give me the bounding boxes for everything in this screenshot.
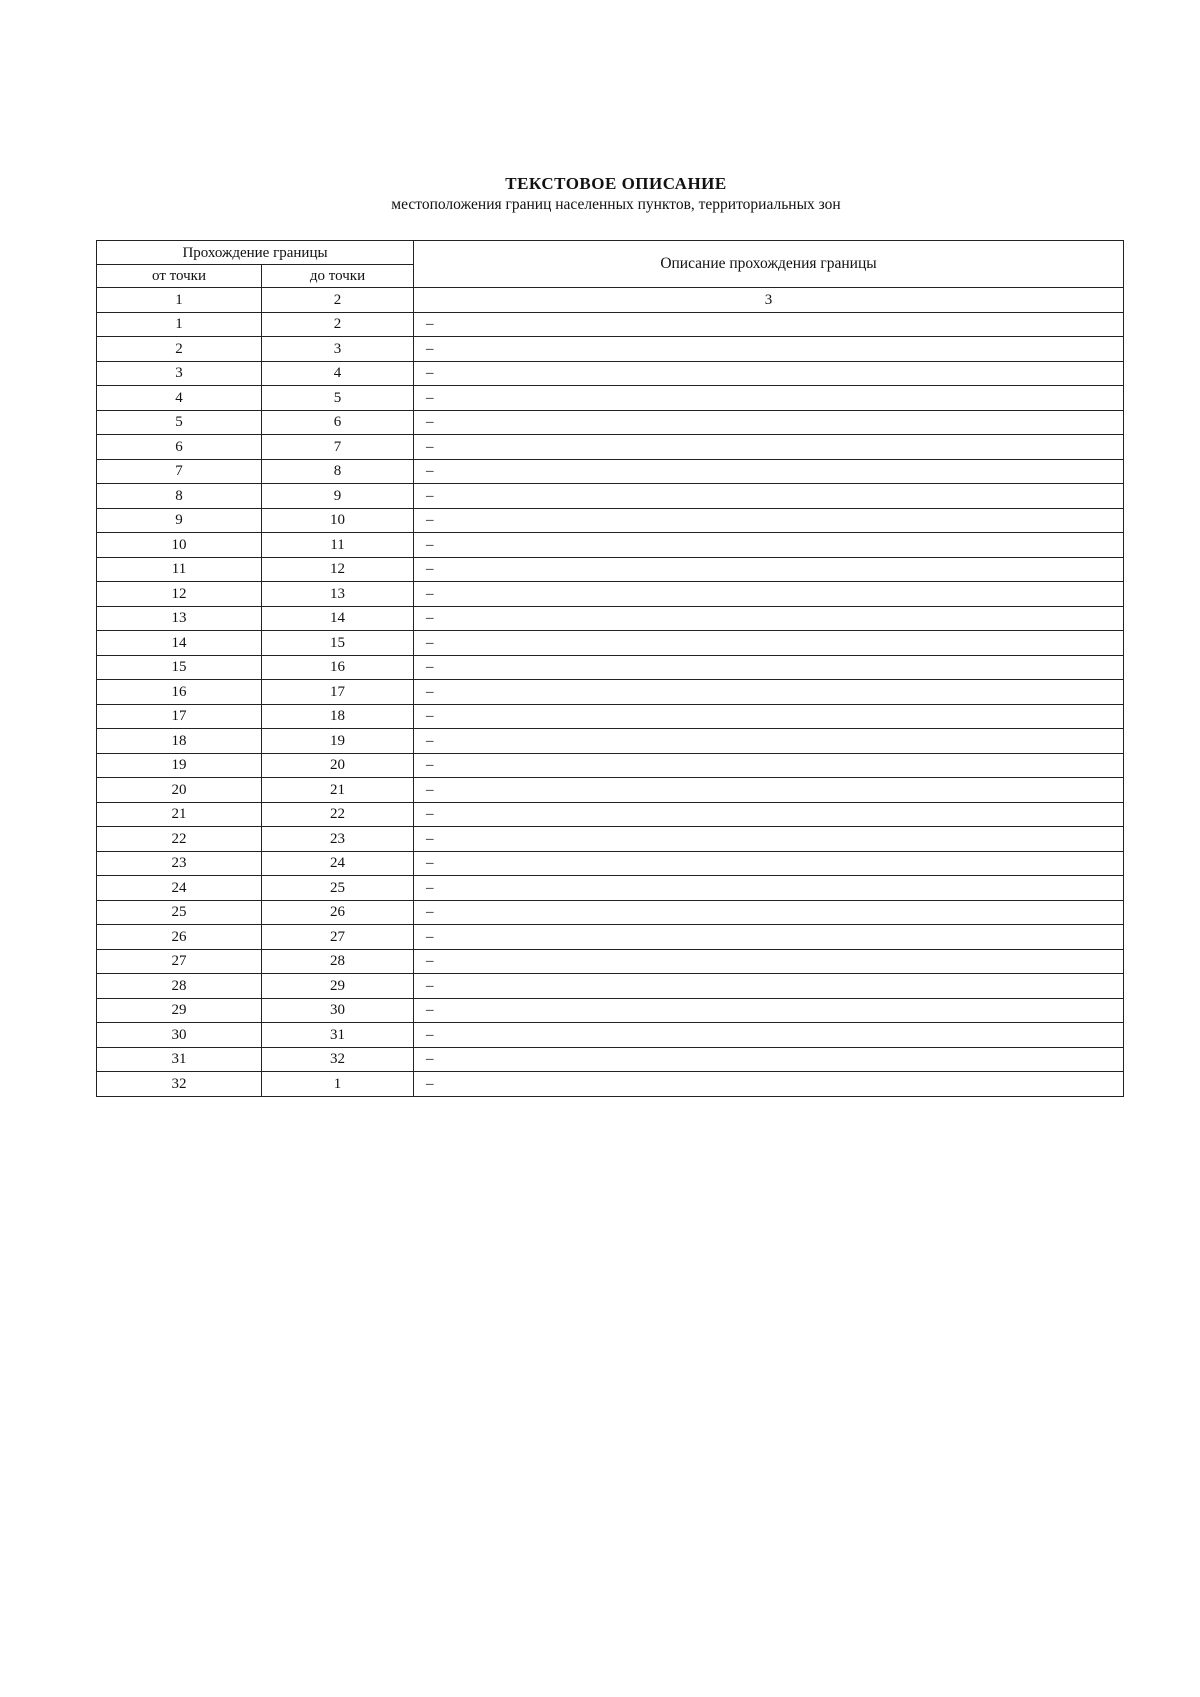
to-point-cell: 1	[262, 1072, 414, 1097]
from-point-cell: 9	[97, 508, 262, 533]
to-point-cell: 5	[262, 386, 414, 411]
table-row	[97, 459, 1124, 484]
column-number: 2	[262, 288, 414, 313]
table-row	[97, 704, 1124, 729]
to-point-cell: 27	[262, 925, 414, 950]
table-header	[97, 241, 1124, 313]
to-point-cell: 9	[262, 484, 414, 509]
table-row	[97, 361, 1124, 386]
to-point-cell: 6	[262, 410, 414, 435]
to-point-cell: 31	[262, 1023, 414, 1048]
table-row	[97, 631, 1124, 656]
column-number: 3	[414, 288, 1124, 313]
description-cell: –	[414, 998, 1124, 1023]
description-cell: –	[414, 435, 1124, 460]
to-point-cell: 22	[262, 802, 414, 827]
table-row	[97, 998, 1124, 1023]
description-cell: –	[414, 582, 1124, 607]
table-row	[97, 876, 1124, 901]
to-point-cell: 30	[262, 998, 414, 1023]
from-point-cell: 19	[97, 753, 262, 778]
description-cell: –	[414, 337, 1124, 362]
table-row	[97, 606, 1124, 631]
to-point-cell: 20	[262, 753, 414, 778]
table-row	[97, 778, 1124, 803]
table-row	[97, 484, 1124, 509]
description-cell: –	[414, 925, 1124, 950]
from-point-cell: 17	[97, 704, 262, 729]
description-cell: –	[414, 1047, 1124, 1072]
description-cell: –	[414, 778, 1124, 803]
document-title: ТЕКСТОВОЕ ОПИСАНИЕ	[505, 174, 727, 193]
from-point-cell: 11	[97, 557, 262, 582]
description-cell: –	[414, 484, 1124, 509]
from-point-cell: 13	[97, 606, 262, 631]
header-boundary-passage: Прохождение границы	[97, 241, 414, 265]
description-cell: –	[414, 729, 1124, 754]
to-point-cell: 7	[262, 435, 414, 460]
from-point-cell: 24	[97, 876, 262, 901]
from-point-cell: 26	[97, 925, 262, 950]
description-cell: –	[414, 851, 1124, 876]
table-row	[97, 533, 1124, 558]
description-cell: –	[414, 508, 1124, 533]
from-point-cell: 14	[97, 631, 262, 656]
from-point-cell: 10	[97, 533, 262, 558]
from-point-cell: 27	[97, 949, 262, 974]
to-point-cell: 16	[262, 655, 414, 680]
table-row	[97, 925, 1124, 950]
to-point-cell: 29	[262, 974, 414, 999]
description-cell: –	[414, 655, 1124, 680]
description-cell: –	[414, 900, 1124, 925]
description-cell: –	[414, 631, 1124, 656]
header-description: Описание прохождения границы	[414, 241, 1124, 288]
to-point-cell: 3	[262, 337, 414, 362]
table-row	[97, 974, 1124, 999]
table-row	[97, 410, 1124, 435]
description-cell: –	[414, 827, 1124, 852]
from-point-cell: 21	[97, 802, 262, 827]
description-cell: –	[414, 680, 1124, 705]
description-cell: –	[414, 753, 1124, 778]
description-cell: –	[414, 386, 1124, 411]
from-point-cell: 29	[97, 998, 262, 1023]
to-point-cell: 12	[262, 557, 414, 582]
from-point-cell: 12	[97, 582, 262, 607]
table-row	[97, 508, 1124, 533]
to-point-cell: 13	[262, 582, 414, 607]
from-point-cell: 15	[97, 655, 262, 680]
description-cell: –	[414, 704, 1124, 729]
description-cell: –	[414, 459, 1124, 484]
table-row	[97, 900, 1124, 925]
to-point-cell: 14	[262, 606, 414, 631]
to-point-cell: 32	[262, 1047, 414, 1072]
boundary-description-table	[96, 240, 1124, 1097]
from-point-cell: 7	[97, 459, 262, 484]
to-point-cell: 4	[262, 361, 414, 386]
description-cell: –	[414, 361, 1124, 386]
from-point-cell: 2	[97, 337, 262, 362]
from-point-cell: 16	[97, 680, 262, 705]
table-row	[97, 386, 1124, 411]
description-cell: –	[414, 876, 1124, 901]
from-point-cell: 22	[97, 827, 262, 852]
from-point-cell: 30	[97, 1023, 262, 1048]
table-row	[97, 949, 1124, 974]
from-point-cell: 18	[97, 729, 262, 754]
table-row	[97, 557, 1124, 582]
table-row	[97, 827, 1124, 852]
table-row	[97, 312, 1124, 337]
description-cell: –	[414, 557, 1124, 582]
to-point-cell: 25	[262, 876, 414, 901]
table-row	[97, 680, 1124, 705]
from-point-cell: 4	[97, 386, 262, 411]
from-point-cell: 28	[97, 974, 262, 999]
column-number: 1	[97, 288, 262, 313]
to-point-cell: 15	[262, 631, 414, 656]
table-row	[97, 435, 1124, 460]
from-point-cell: 25	[97, 900, 262, 925]
to-point-cell: 17	[262, 680, 414, 705]
from-point-cell: 20	[97, 778, 262, 803]
from-point-cell: 23	[97, 851, 262, 876]
to-point-cell: 28	[262, 949, 414, 974]
description-cell: –	[414, 606, 1124, 631]
to-point-cell: 24	[262, 851, 414, 876]
from-point-cell: 31	[97, 1047, 262, 1072]
description-cell: –	[414, 1023, 1124, 1048]
from-point-cell: 1	[97, 312, 262, 337]
header-to-point: до точки	[262, 265, 414, 288]
from-point-cell: 8	[97, 484, 262, 509]
to-point-cell: 2	[262, 312, 414, 337]
to-point-cell: 18	[262, 704, 414, 729]
from-point-cell: 3	[97, 361, 262, 386]
from-point-cell: 6	[97, 435, 262, 460]
table-row	[97, 1072, 1124, 1097]
description-cell: –	[414, 410, 1124, 435]
to-point-cell: 21	[262, 778, 414, 803]
column-numbering-row	[97, 288, 1124, 313]
from-point-cell: 32	[97, 1072, 262, 1097]
table-row	[97, 582, 1124, 607]
table-row	[97, 655, 1124, 680]
table-row	[97, 802, 1124, 827]
to-point-cell: 11	[262, 533, 414, 558]
to-point-cell: 26	[262, 900, 414, 925]
to-point-cell: 8	[262, 459, 414, 484]
document-subtitle: местоположения границ населенных пунктов, территориальных зон	[391, 196, 841, 213]
table-body	[97, 312, 1124, 1096]
table-row	[97, 729, 1124, 754]
to-point-cell: 19	[262, 729, 414, 754]
from-point-cell: 5	[97, 410, 262, 435]
description-cell: –	[414, 949, 1124, 974]
table-row	[97, 753, 1124, 778]
table-row	[97, 1023, 1124, 1048]
to-point-cell: 10	[262, 508, 414, 533]
description-cell: –	[414, 802, 1124, 827]
table-row	[97, 1047, 1124, 1072]
table-row	[97, 337, 1124, 362]
header-from-point: от точки	[97, 265, 262, 288]
to-point-cell: 23	[262, 827, 414, 852]
description-cell: –	[414, 312, 1124, 337]
description-cell: –	[414, 533, 1124, 558]
description-cell: –	[414, 1072, 1124, 1097]
description-cell: –	[414, 974, 1124, 999]
table-row	[97, 851, 1124, 876]
